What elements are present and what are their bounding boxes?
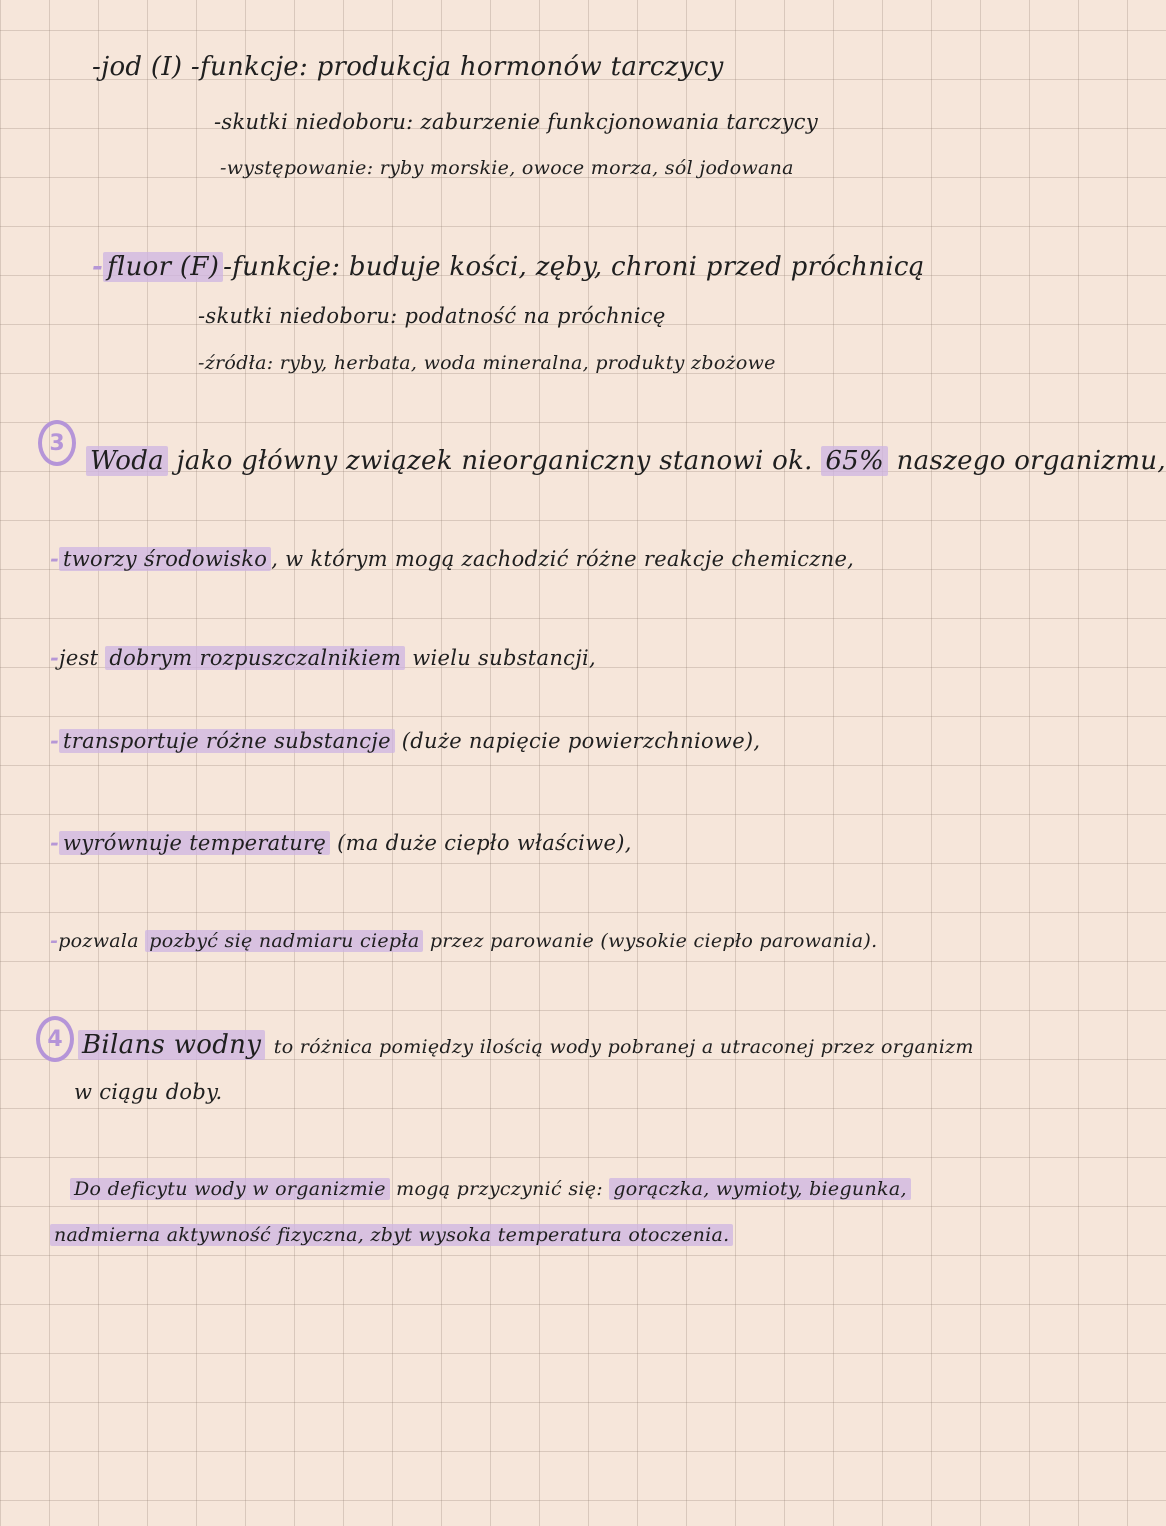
- water-item-5: -pozwala pozbyć się nadmiaru ciepła przez parowanie (wysokie ciepło parowania).: [50, 930, 878, 952]
- water-intro: Woda jako główny związek nieorganiczny stanowi ok. 65% naszego organizmu,: [86, 446, 1166, 476]
- jod-deficiency: -skutki niedoboru: zaburzenie funkcjonowania tarczycy: [214, 110, 819, 134]
- water-item-3: - transportuje różne substancje (duże napięcie powierzchniowe),: [50, 728, 761, 753]
- section-3-number: 3: [38, 420, 76, 466]
- fluor-sources: -źródła: ryby, herbata, woda mineralna, produkty zbożowe: [198, 352, 776, 374]
- water-item-2: -jest dobrym rozpuszczalnikiem wielu substancji,: [50, 645, 597, 670]
- water-item-4: - wyrównuje temperaturę (ma duże ciepło właściwe),: [50, 830, 632, 855]
- jod-heading: -jod (I) -funkcje: produkcja hormonów tarczycy: [92, 52, 724, 82]
- water-balance-definition: Bilans wodny to różnica pomiędzy ilością wody pobranej a utraconej przez organizm: [78, 1030, 974, 1060]
- jod-occurrence: -występowanie: ryby morskie, owoce morza, sól jodowana: [220, 157, 794, 179]
- water-deficit-causes-cont: nadmierna aktywność fizyczna, zbyt wysoka temperatura otoczenia.: [50, 1224, 733, 1246]
- fluor-heading: - fluor (F) -funkcje: buduje kości, zęby, chroni przed próchnicą: [92, 252, 925, 282]
- water-deficit-causes: Do deficytu wody w organizmie mogą przyczynić się: gorączka, wymioty, biegunka,: [70, 1178, 911, 1200]
- section-4-number: 4: [36, 1016, 74, 1062]
- water-item-1: - tworzy środowisko , w którym mogą zachodzić różne reakcje chemiczne,: [50, 546, 855, 571]
- water-balance-definition-cont: w ciągu doby.: [74, 1080, 223, 1104]
- fluor-deficiency: -skutki niedoboru: podatność na próchnicę: [198, 304, 666, 328]
